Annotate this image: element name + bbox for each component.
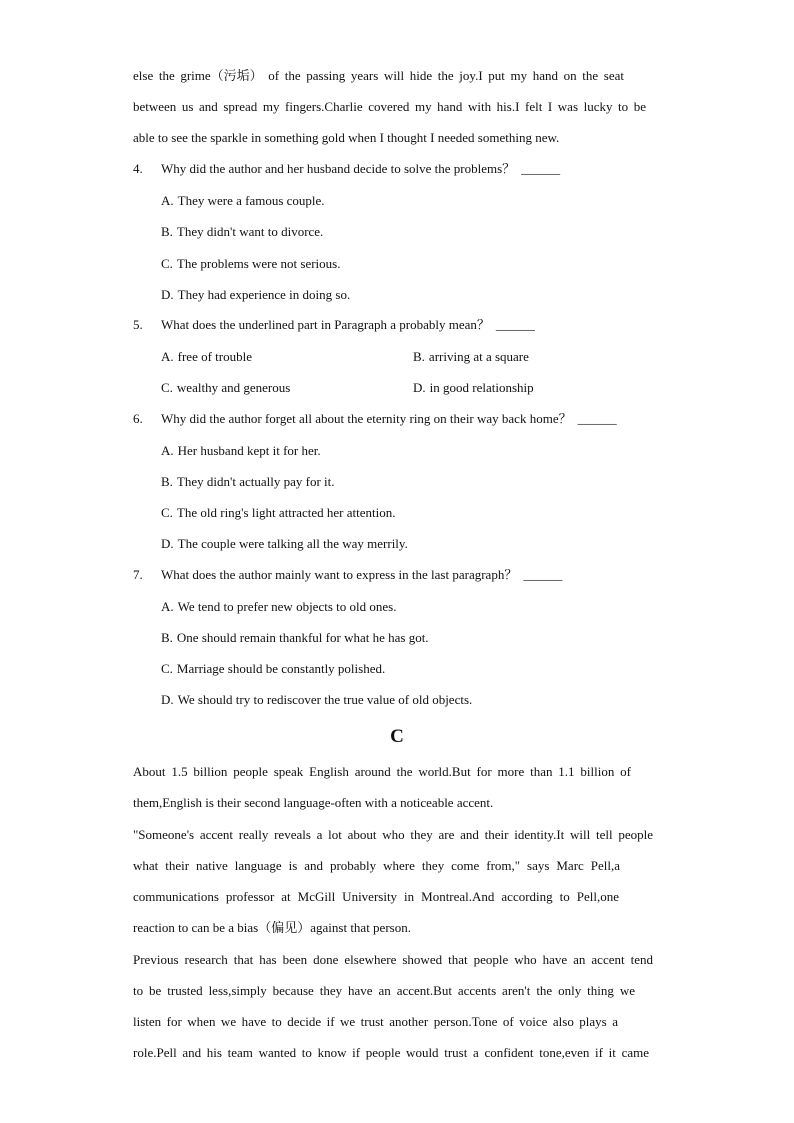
option-b — [161, 223, 323, 241]
section-heading: C — [390, 726, 404, 747]
option-text: The old ring's light attracted her attention. — [176, 505, 396, 520]
answer-blank: ______ — [521, 161, 561, 176]
question-5-stem — [133, 316, 535, 334]
option-letter: A. — [161, 193, 174, 208]
question-text: What does the author mainly want to express in the last paragraph？ — [161, 567, 518, 582]
option-text: in good relationship — [429, 380, 534, 395]
option-letter: B. — [413, 349, 425, 364]
option-text: They were a famous couple. — [177, 193, 325, 208]
option-letter: D. — [161, 692, 174, 707]
passage-line: listen for when we have to decide if we trust another person.Tone of voice also plays a — [133, 1014, 618, 1029]
option-text: We tend to prefer new objects to old ones. — [177, 599, 397, 614]
passage-line: reaction to can be a bias（偏见）against that person. — [133, 920, 411, 935]
option-b — [413, 348, 529, 366]
option-text: We should try to rediscover the true value of old objects. — [177, 692, 473, 707]
option-d — [161, 286, 350, 304]
option-letter: D. — [161, 287, 174, 302]
option-letter: A. — [161, 443, 174, 458]
option-letter: C. — [161, 256, 173, 271]
option-c — [161, 379, 290, 397]
option-text: Her husband kept it for her. — [177, 443, 321, 458]
option-text: arriving at a square — [428, 349, 529, 364]
option-letter: B. — [161, 474, 173, 489]
option-text: They had experience in doing so. — [177, 287, 351, 302]
option-letter: D. — [413, 380, 426, 395]
option-a — [161, 598, 396, 616]
option-text: The problems were not serious. — [176, 256, 341, 271]
option-d — [161, 535, 408, 553]
passage-line: to be trusted less,simply because they have an accent.But accents aren't the only thing we — [133, 983, 635, 998]
option-a — [161, 442, 321, 460]
passage-line: communications professor at McGill University in Montreal.And according to Pell,one — [133, 889, 619, 904]
option-letter: C. — [161, 661, 173, 676]
option-c — [161, 660, 385, 678]
passage-line: else the grime（污垢） of the passing years will hide the joy.I put my hand on the seat — [133, 68, 624, 83]
question-number: 5. — [133, 317, 143, 332]
option-letter: A. — [161, 599, 174, 614]
option-b — [161, 629, 429, 647]
option-text: One should remain thankful for what he has got. — [176, 630, 429, 645]
option-letter: B. — [161, 630, 173, 645]
option-text: free of trouble — [177, 349, 252, 364]
answer-blank: ______ — [577, 411, 617, 426]
option-c — [161, 255, 340, 273]
passage-line: them,English is their second language-often with a noticeable accent. — [133, 795, 494, 810]
question-7-stem — [133, 566, 562, 584]
question-4-stem — [133, 160, 560, 178]
option-text: They didn't want to divorce. — [176, 224, 324, 239]
passage-line: About 1.5 billion people speak English around the world.But for more than 1.1 billion of — [133, 764, 631, 779]
passage-line: between us and spread my fingers.Charlie covered my hand with his.I felt I was lucky to be — [133, 99, 646, 114]
answer-blank: ______ — [495, 317, 535, 332]
option-text: Marriage should be constantly polished. — [176, 661, 386, 676]
question-6-stem — [133, 410, 617, 428]
option-d — [413, 379, 534, 397]
option-letter: A. — [161, 349, 174, 364]
question-number: 7. — [133, 567, 143, 582]
question-number: 6. — [133, 411, 143, 426]
option-a — [161, 348, 252, 366]
option-letter: B. — [161, 224, 173, 239]
question-text: What does the underlined part in Paragraph a probably mean？ — [161, 317, 490, 332]
question-text: Why did the author and her husband decide to solve the problems？ — [161, 161, 516, 176]
option-c — [161, 504, 396, 522]
option-b — [161, 473, 335, 491]
option-letter: D. — [161, 536, 174, 551]
passage-line: what their native language is and probably where they come from," says Marc Pell,a — [133, 858, 620, 873]
option-a — [161, 192, 325, 210]
option-letter: C. — [161, 380, 173, 395]
passage-line: role.Pell and his team wanted to know if people would trust a confident tone,even if it came — [133, 1045, 649, 1060]
option-text: The couple were talking all the way merrily. — [177, 536, 408, 551]
option-text: They didn't actually pay for it. — [176, 474, 335, 489]
option-d — [161, 691, 472, 709]
passage-line: Previous research that has been done elsewhere showed that people who have an accent tend — [133, 952, 653, 967]
passage-line: able to see the sparkle in something gold when I thought I needed something new. — [133, 130, 560, 145]
option-letter: C. — [161, 505, 173, 520]
passage-line: "Someone's accent really reveals a lot about who they are and their identity.It will tell people — [133, 827, 653, 842]
option-text: wealthy and generous — [176, 380, 291, 395]
answer-blank: ______ — [523, 567, 563, 582]
question-text: Why did the author forget all about the eternity ring on their way back home？ — [161, 411, 572, 426]
question-number: 4. — [133, 161, 143, 176]
